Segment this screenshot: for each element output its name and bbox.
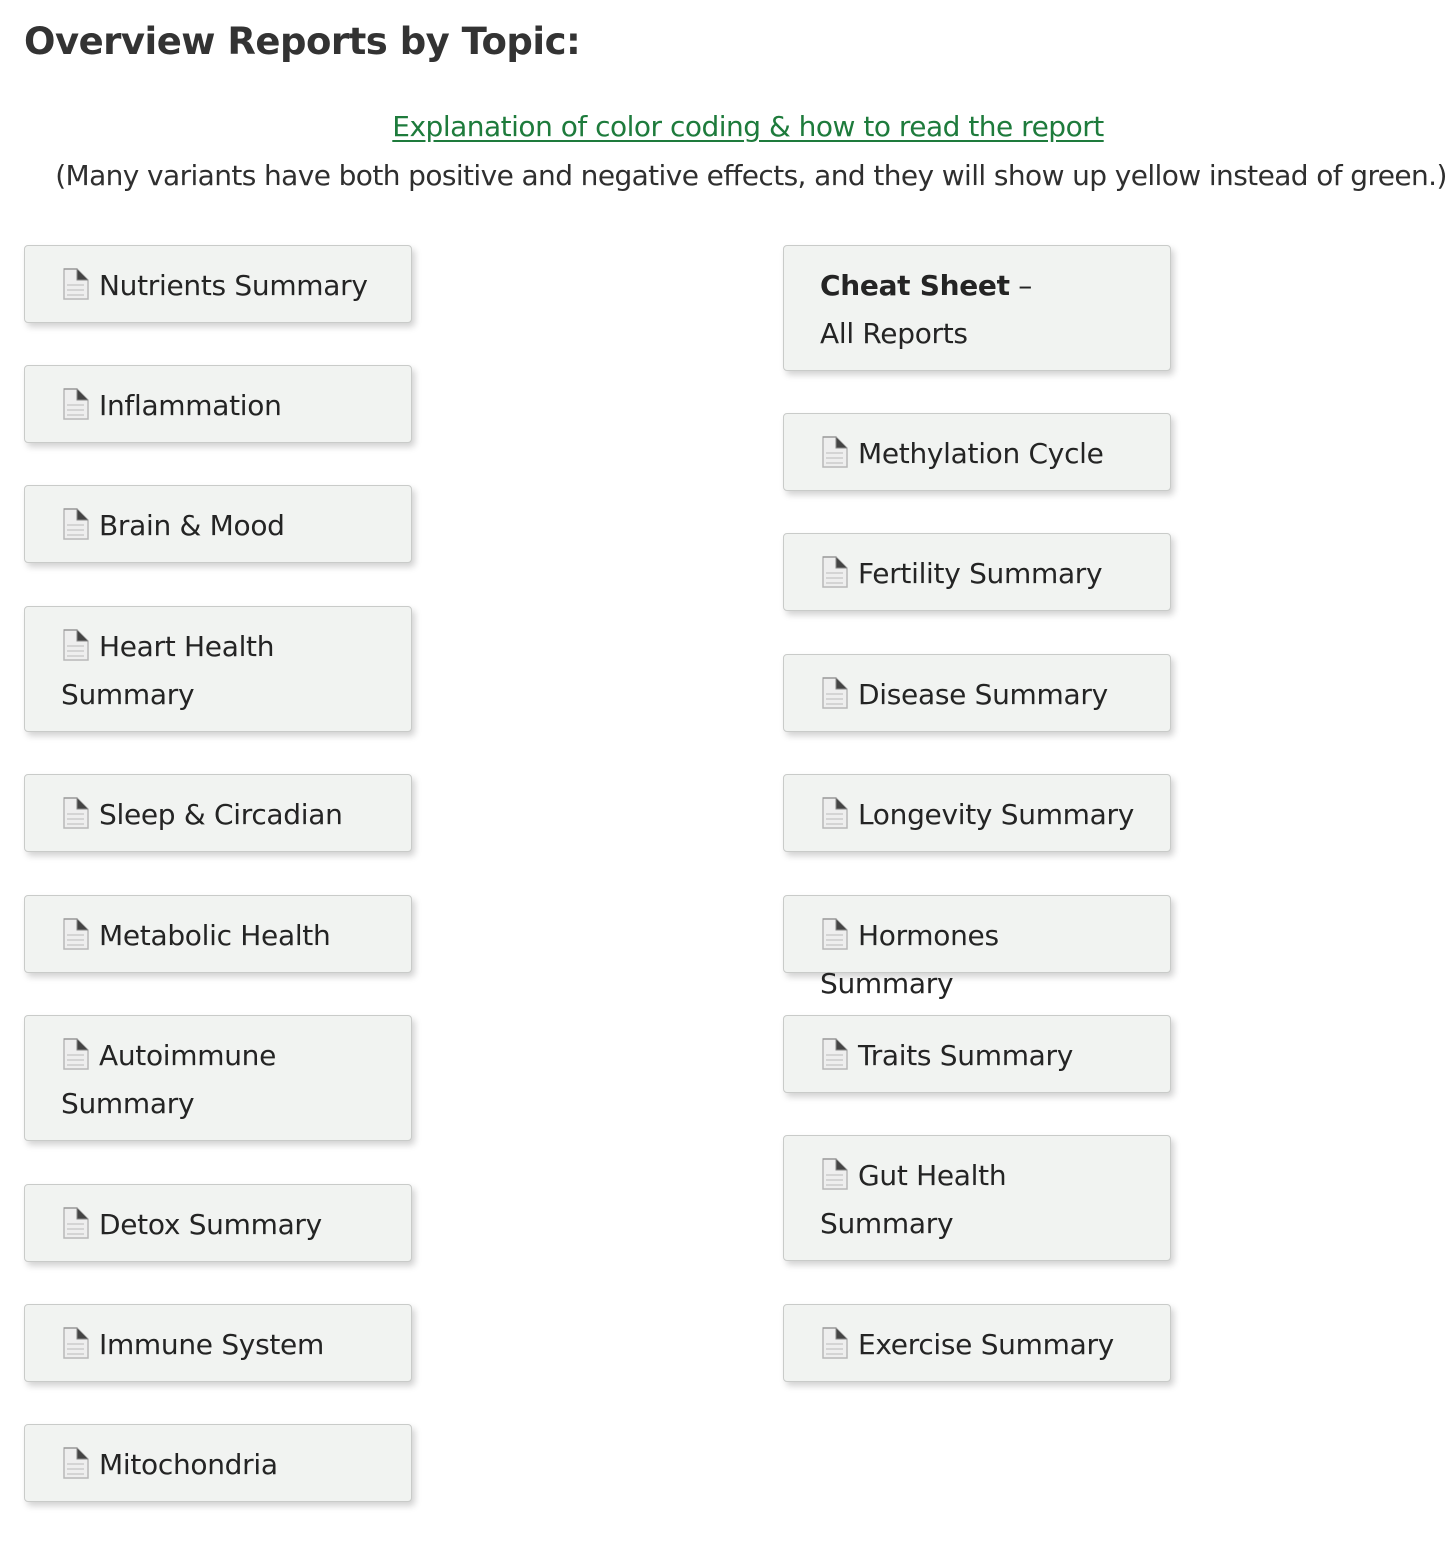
report-button-cheat-sheet[interactable]	[783, 245, 1171, 371]
report-button-label: Gut Health Summary	[820, 1159, 1007, 1240]
document-icon	[820, 555, 850, 589]
report-button-label: Hormones Summary	[820, 919, 999, 1000]
color-coding-explanation-link[interactable]: Explanation of color coding & how to read the report	[392, 110, 1104, 143]
cheat-sheet-label-suffix: – All Reports	[820, 269, 1032, 350]
report-button-heart-health-summary[interactable]	[24, 606, 412, 732]
report-button-detox-summary[interactable]	[24, 1184, 412, 1262]
report-button-sleep-circadian[interactable]	[24, 774, 412, 852]
document-icon	[820, 1037, 850, 1071]
report-button-methylation-cycle[interactable]	[783, 413, 1171, 491]
report-button-exercise-summary[interactable]	[783, 1304, 1171, 1382]
report-button-gut-health-summary[interactable]	[783, 1135, 1171, 1261]
document-icon	[61, 267, 91, 301]
report-button-metabolic-health[interactable]	[24, 895, 412, 973]
document-icon	[61, 1037, 91, 1071]
report-button-label: Autoimmune Summary	[61, 1039, 277, 1120]
report-button-brain-mood[interactable]	[24, 485, 412, 563]
document-icon	[61, 917, 91, 951]
report-button-label: Methylation Cycle	[858, 437, 1104, 470]
report-button-label: Nutrients Summary	[99, 269, 368, 302]
page-title: Overview Reports by Topic:	[24, 20, 581, 63]
report-button-label: Traits Summary	[858, 1039, 1074, 1072]
report-button-label: Brain & Mood	[99, 509, 285, 542]
report-button-label: Heart Health Summary	[61, 630, 275, 711]
document-icon	[61, 387, 91, 421]
document-icon	[61, 1446, 91, 1480]
document-icon	[820, 435, 850, 469]
report-button-label: Longevity Summary	[858, 798, 1134, 831]
report-button-label: Immune System	[99, 1328, 324, 1361]
report-button-disease-summary[interactable]	[783, 654, 1171, 732]
document-icon	[61, 628, 91, 662]
document-icon	[820, 1157, 850, 1191]
document-icon	[61, 1206, 91, 1240]
report-button-label: Exercise Summary	[858, 1328, 1114, 1361]
document-icon	[820, 796, 850, 830]
report-button-label: Fertility Summary	[858, 557, 1103, 590]
variant-effects-note: (Many variants have both positive and negative effects, and they will show up yellow instead of green.)	[55, 159, 1447, 192]
report-button-fertility-summary[interactable]	[783, 533, 1171, 611]
document-icon	[61, 507, 91, 541]
document-icon	[820, 917, 850, 951]
cheat-sheet-bold-label: Cheat Sheet	[820, 269, 1010, 302]
report-button-traits-summary[interactable]	[783, 1015, 1171, 1093]
report-button-label: Metabolic Health	[99, 919, 331, 952]
report-button-label: Disease Summary	[858, 678, 1108, 711]
report-button-label: Detox Summary	[99, 1208, 322, 1241]
report-button-nutrients-summary[interactable]	[24, 245, 412, 323]
report-button-label: Sleep & Circadian	[99, 798, 343, 831]
report-button-mitochondria[interactable]	[24, 1424, 412, 1502]
report-button-autoimmune-summary[interactable]	[24, 1015, 412, 1141]
report-button-label: Mitochondria	[99, 1448, 278, 1481]
report-button-hormones-summary[interactable]	[783, 895, 1171, 1000]
report-button-label: Inflammation	[99, 389, 282, 422]
report-button-longevity-summary[interactable]	[783, 774, 1171, 852]
document-icon	[820, 1326, 850, 1360]
report-button-immune-system[interactable]	[24, 1304, 412, 1382]
report-button-inflammation[interactable]	[24, 365, 412, 443]
document-icon	[820, 676, 850, 710]
document-icon	[61, 1326, 91, 1360]
document-icon	[61, 796, 91, 830]
